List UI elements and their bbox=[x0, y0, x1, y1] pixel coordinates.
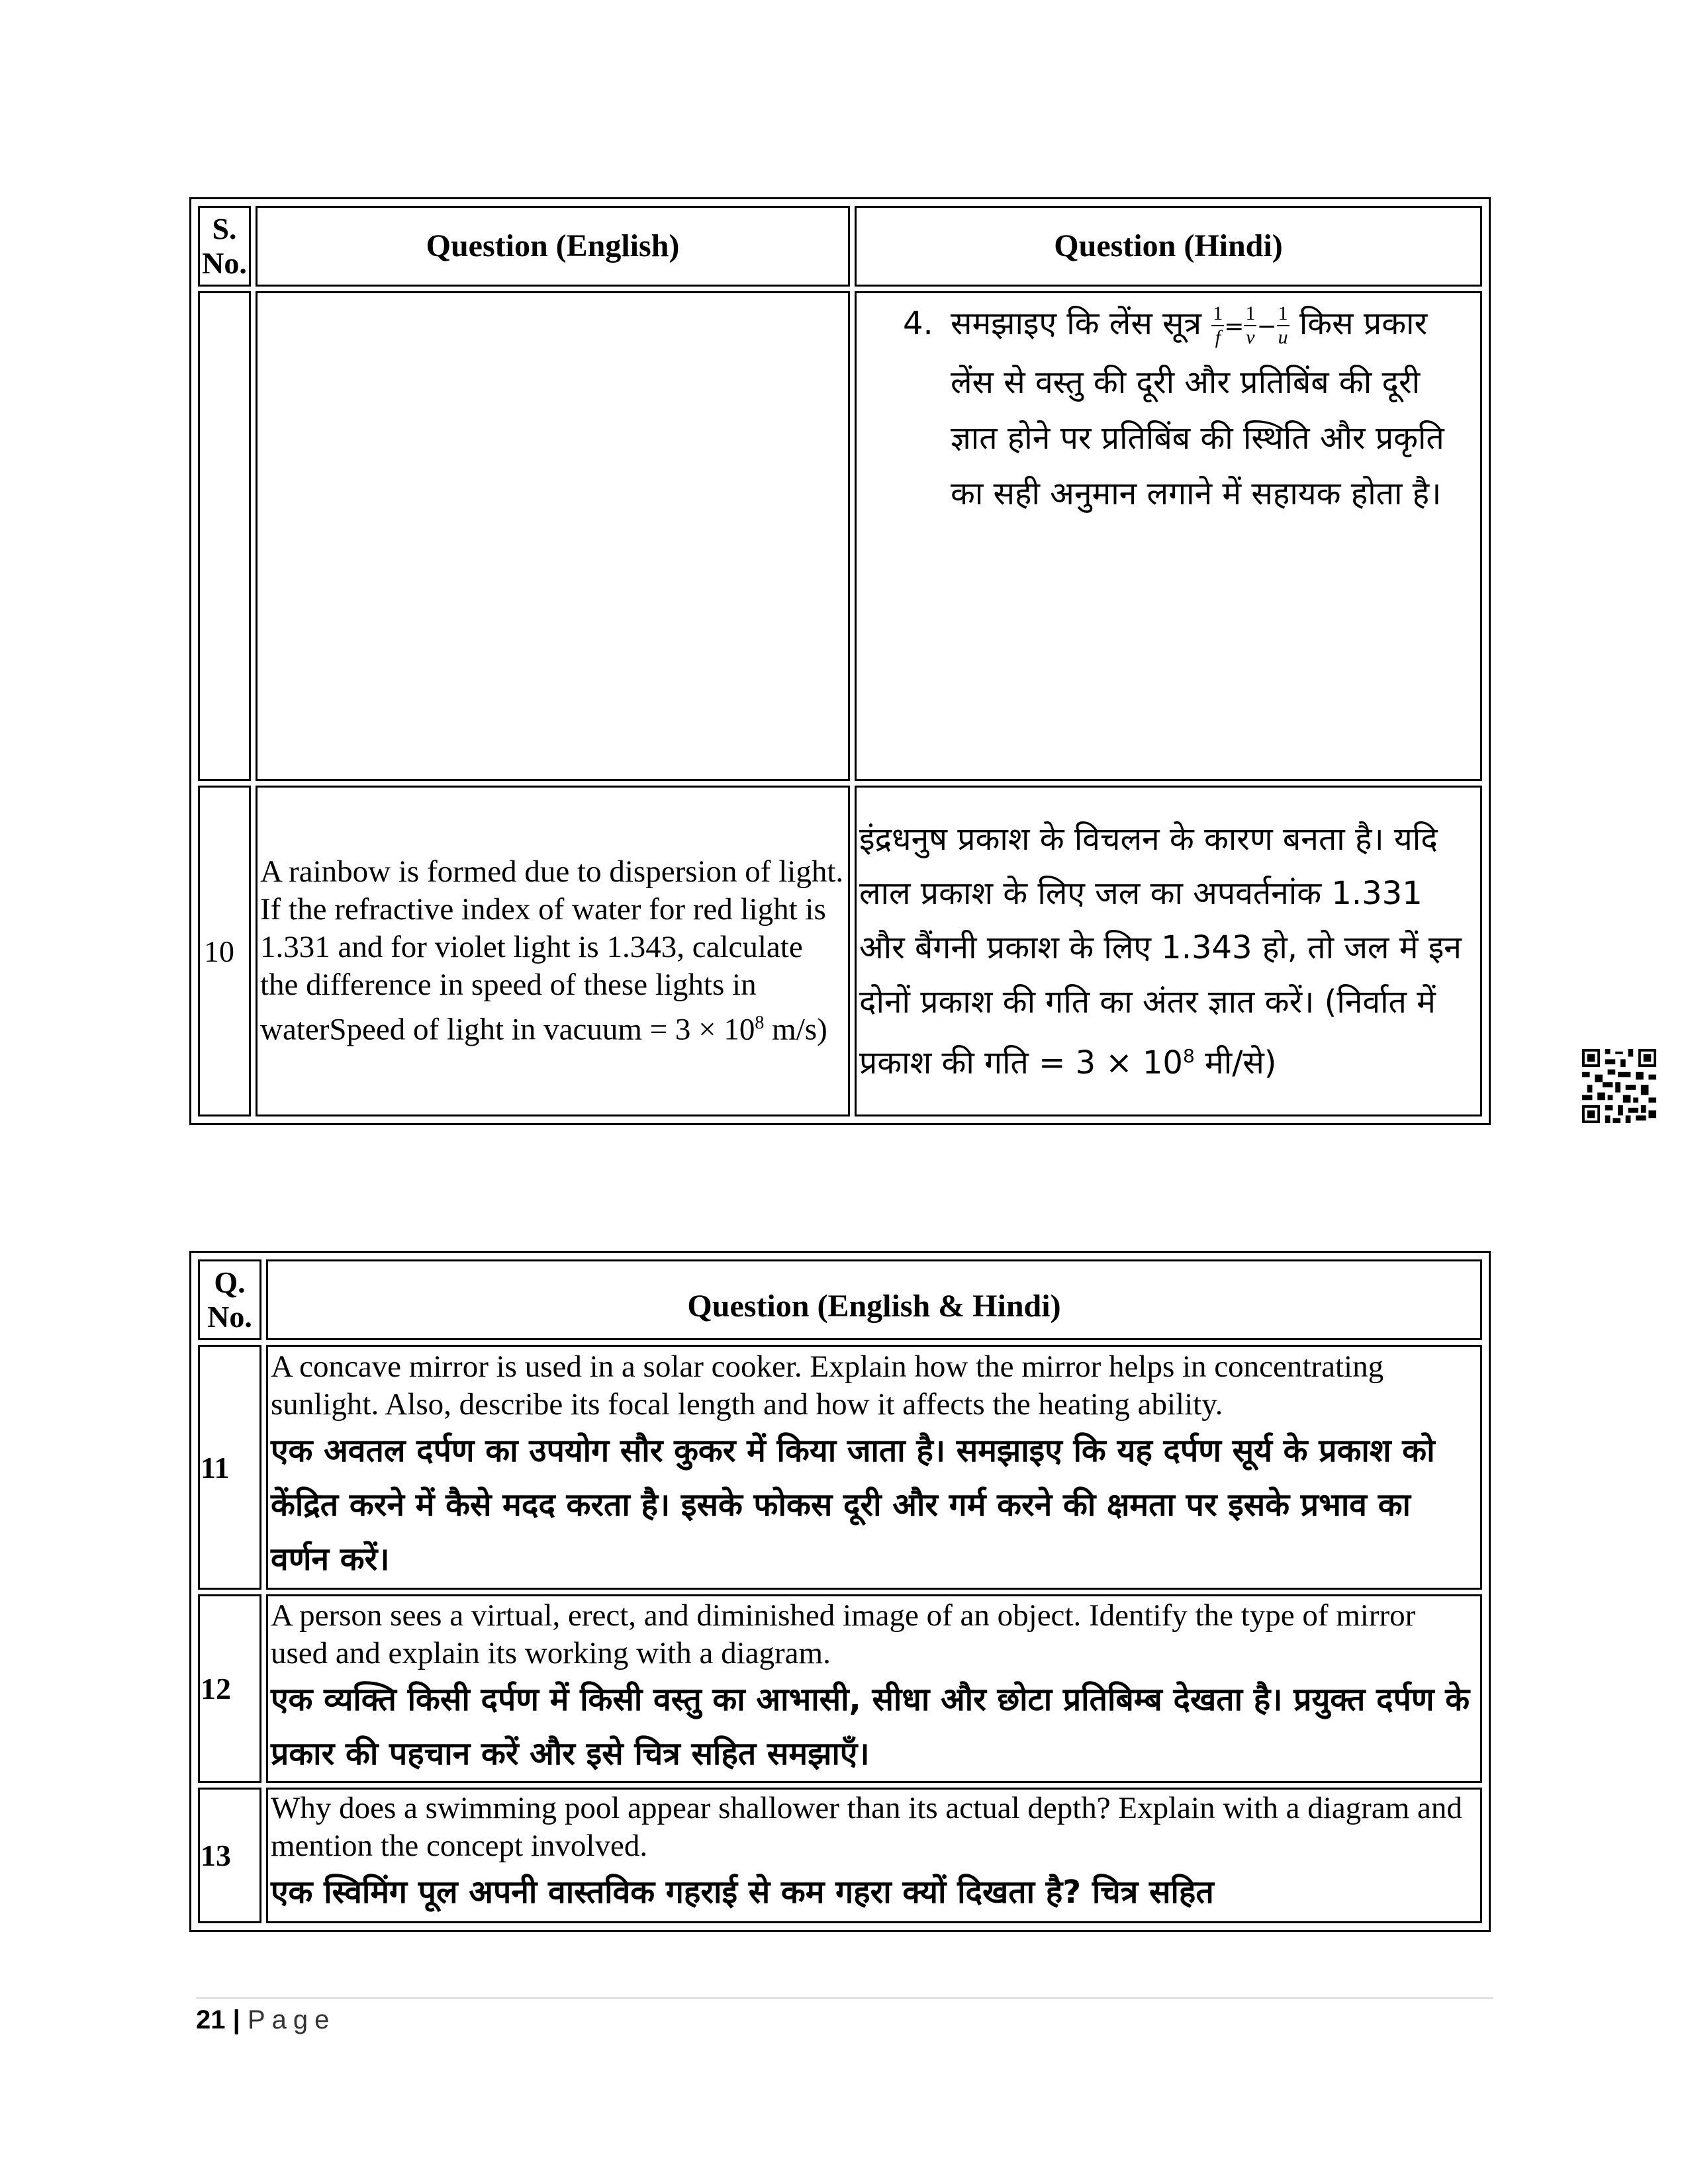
lens-formula-term-u: $\frac{1}{u}$ bbox=[1278, 302, 1288, 348]
sno-cell-empty bbox=[198, 291, 251, 781]
question-11-english: A concave mirror is used in a solar cooker. Explain how the mirror helps in concentrating sunlight. Also, describe its focal length and how it affects the heating ability. bbox=[271, 1349, 1384, 1422]
header-english: Question (English) bbox=[256, 206, 850, 287]
hindi-cell-item-4 bbox=[855, 291, 1482, 781]
item-4-rest: किस प्रकार लेंस से वस्तु की दूरी और प्रतिबिंब की दूरी ज्ञात होने पर प्रतिबिंब की स्थिति और प्रकृति का सही अनुमान लगाने में सहायक होता है। bbox=[951, 305, 1444, 512]
qr-code-icon bbox=[1582, 1049, 1656, 1123]
page-footer bbox=[196, 2005, 336, 2035]
hindi-q10-tail: मी/से) bbox=[1194, 1044, 1277, 1081]
footer-separator: | bbox=[232, 2005, 240, 2034]
formula-minus: − bbox=[1256, 313, 1277, 340]
question-11-hindi: एक अवतल दर्पण का उपयोग सौर कुकर में किया जाता है। समझाइए कि यह दर्पण सूर्य के प्रकाश को केंद्रित करने में कैसे मदद करता है। इसके फोकस दूरी और गर्म करने की क्षमता पर इसके प्रभाव का वर्णन करें। bbox=[271, 1432, 1435, 1578]
question-12 bbox=[266, 1594, 1482, 1783]
question-13-hindi: एक स्विमिंग पूल अपनी वास्तविक गहराई से कम गहरा क्यों दिखता है? चित्र सहित bbox=[271, 1874, 1214, 1911]
question-13 bbox=[266, 1788, 1482, 1923]
page-label: Page bbox=[247, 2005, 336, 2034]
question-13-english: Why does a swimming pool appear shallower than its actual depth? Explain with a diagram and mention the concept involved. bbox=[271, 1791, 1462, 1863]
header-qno: Q. No. bbox=[198, 1259, 261, 1340]
header-sno: S. No. bbox=[198, 206, 251, 287]
qno-13: 13 bbox=[198, 1788, 261, 1923]
item-4-lead: समझाइए कि लेंस सूत्र bbox=[951, 305, 1201, 342]
lens-formula-term-v: $\frac{1}{v}$ bbox=[1245, 302, 1256, 348]
item-4-number: 4. bbox=[903, 305, 933, 342]
page-number: 21 bbox=[196, 2005, 226, 2034]
english-question-10 bbox=[256, 786, 850, 1116]
sno-10: 10 bbox=[198, 786, 251, 1116]
question-table-1 bbox=[189, 197, 1491, 1125]
qno-11: 11 bbox=[198, 1345, 261, 1590]
hindi-q10-exponent: 8 bbox=[1182, 1045, 1195, 1067]
question-11 bbox=[266, 1345, 1482, 1590]
question-12-english: A person sees a virtual, erect, and diminished image of an object. Identify the type of mirror used and explain its working with a diagram. bbox=[271, 1598, 1416, 1670]
hindi-q10-text: इंद्रधनुष प्रकाश के विचलन के कारण बनता है। यदि लाल प्रकाश के लिए जल का अपवर्तनांक 1.331 और बैंगनी प्रकाश के लिए 1.343 हो, तो जल में इन दोनों प्रकाश की गति का अंतर ज्ञात करें। (निर्वात में प्रकाश की गति = 3 × 10 bbox=[859, 821, 1462, 1081]
header-hindi: Question (Hindi) bbox=[855, 206, 1482, 287]
question-12-hindi: एक व्यक्ति किसी दर्पण में किसी वस्तु का आभासी, सीधा और छोटा प्रतिबिम्ब देखता है। प्रयुक्त दर्पण के प्रकार की पहचान करें और इसे चित्र सहित समझाएँ। bbox=[271, 1680, 1470, 1772]
question-table-2 bbox=[189, 1251, 1491, 1932]
english-q10-tail: m/s) bbox=[764, 1012, 827, 1047]
english-q10-exponent: 8 bbox=[755, 1013, 765, 1034]
english-q10-text: A rainbow is formed due to dispersion of light. If the refractive index of water for red light is 1.331 and for violet light is 1.343, calculate the difference in speed of these lights in waterSpeed of light in vacuum = 3 × 10 bbox=[260, 854, 844, 1047]
formula-equals: = bbox=[1224, 313, 1244, 340]
item-4-text bbox=[903, 296, 1456, 522]
header-question: Question (English & Hindi) bbox=[266, 1259, 1482, 1340]
lens-formula-lhs: $\frac{1}{f}$ bbox=[1213, 302, 1223, 348]
footer-divider bbox=[196, 1997, 1493, 1999]
english-cell-empty bbox=[256, 291, 850, 781]
qno-12: 12 bbox=[198, 1594, 261, 1783]
hindi-question-10 bbox=[855, 786, 1482, 1116]
